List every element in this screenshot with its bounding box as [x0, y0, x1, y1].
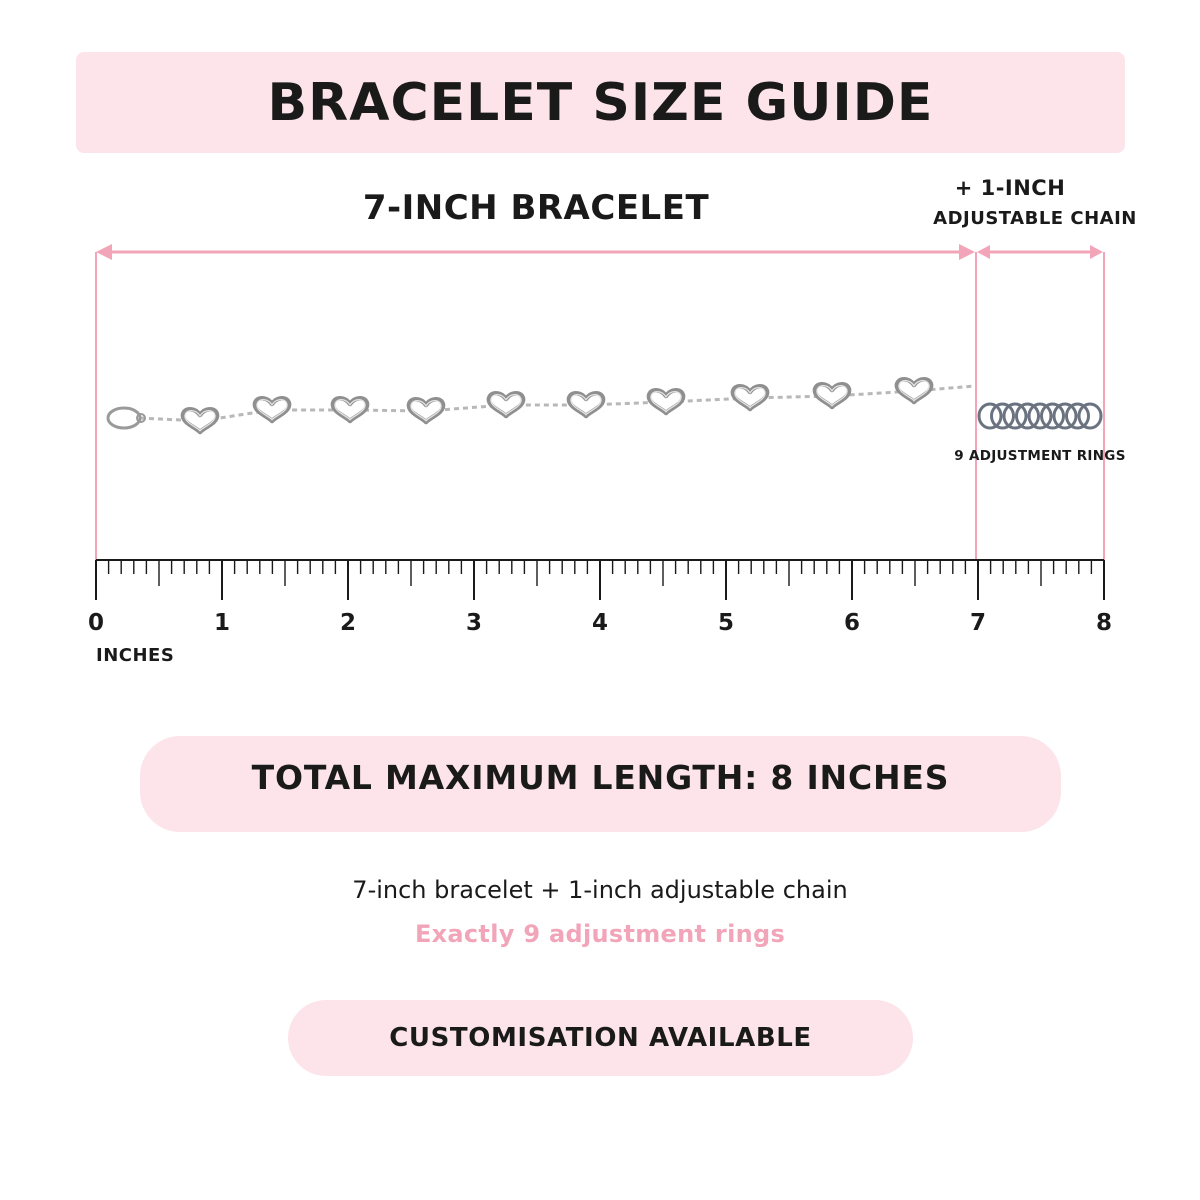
customisation-text: CUSTOMISATION AVAILABLE [389, 1023, 812, 1053]
adjustment-rings [979, 404, 1101, 428]
ruler-tick-label: 5 [717, 610, 735, 636]
ruler-tick-label: 2 [339, 610, 357, 636]
extension-dimension-arrow [977, 245, 1103, 259]
bracelet-dimension-arrow [96, 244, 975, 260]
heart-link-icon [489, 393, 523, 416]
heart-link-icon [409, 399, 443, 422]
heart-link-icon [733, 386, 767, 409]
extension-type-label: ADJUSTABLE CHAIN [933, 208, 1137, 229]
ruler-tick-label: 1 [213, 610, 231, 636]
total-length-text: TOTAL MAXIMUM LENGTH: 8 INCHES [251, 757, 950, 797]
ruler-units-label: INCHES [96, 645, 175, 666]
ruler-tick-label: 7 [969, 610, 987, 636]
heart-link-icon [815, 384, 849, 407]
bracelet-illustration [108, 379, 975, 432]
ruler-tick-label: 4 [591, 610, 609, 636]
rings-count-label: 9 ADJUSTMENT RINGS [954, 448, 1126, 464]
page-title: BRACELET SIZE GUIDE [267, 72, 934, 133]
heart-link-icon [897, 379, 931, 402]
ruler-tick-label: 8 [1095, 610, 1113, 636]
heart-link-icon [569, 393, 603, 416]
heart-link-icon [255, 398, 289, 421]
rings-highlight-line: Exactly 9 adjustment rings [414, 920, 786, 948]
clasp-icon [108, 408, 145, 428]
bracelet-length-label: 7-INCH BRACELET [362, 188, 710, 228]
summary-line: 7-inch bracelet + 1-inch adjustable chain [352, 876, 848, 904]
heart-link-icon [333, 398, 367, 421]
ruler-tick-label: 6 [843, 610, 861, 636]
total-length-banner [140, 736, 1061, 832]
customisation-banner [288, 1000, 913, 1076]
ruler-tick-label: 0 [87, 610, 105, 636]
heart-link-icon [649, 390, 683, 413]
extension-length-label: + 1-INCH [954, 176, 1066, 200]
inch-ruler [88, 560, 1112, 636]
ruler-tick-label: 3 [465, 610, 483, 636]
heart-link-icon [183, 409, 217, 432]
